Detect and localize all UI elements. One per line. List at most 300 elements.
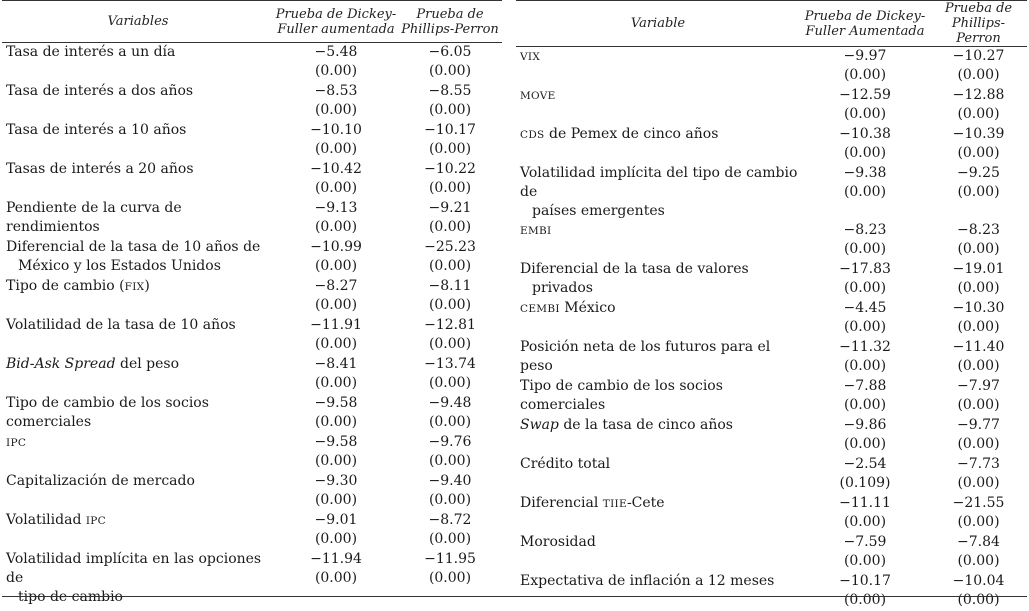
- left-variable-text: Volatilidad de la tasa de 10 años: [6, 316, 236, 333]
- left-adf-cell: [274, 550, 398, 607]
- left-unit-root-table: [2, 0, 502, 607]
- right-adf-cell: [800, 299, 930, 338]
- left-variable-text: Tipo de cambio de los socios comerciales: [6, 394, 209, 430]
- left-variable-text: Tipo de cambio (: [6, 277, 125, 294]
- left-adf-statistic: −8.41: [314, 355, 358, 372]
- left-pp-pvalue: (0.00): [428, 491, 472, 508]
- right-pp-statistic: −11.40: [952, 338, 1005, 355]
- left-table-row: [2, 277, 502, 316]
- right-pp-cell: [930, 299, 1027, 338]
- right-variable-label: [520, 377, 800, 415]
- right-table-row: [516, 221, 1027, 260]
- right-adf-statistic: −12.59: [839, 86, 891, 103]
- left-variable-cell: [2, 43, 274, 82]
- right-pp-statistic: −10.27: [952, 48, 1005, 64]
- right-adf-pvalue: (0.00): [843, 67, 887, 83]
- right-variable-text: Expectativa de inflación a 12 meses: [520, 572, 775, 589]
- left-header-pp-line1: Prueba de: [416, 6, 484, 22]
- right-pp-pvalue: (0.00): [957, 279, 1000, 296]
- right-adf-cell: [800, 377, 930, 416]
- right-pp-cell: [930, 164, 1027, 221]
- left-pp-statistic: −12.81: [424, 316, 476, 333]
- right-pp-statistic: −7.73: [957, 455, 1000, 472]
- right-table-row: [516, 494, 1027, 533]
- left-adf-statistic: −5.48: [314, 44, 358, 60]
- left-table-row: [2, 121, 502, 160]
- left-adf-statistic: −10.99: [310, 238, 362, 255]
- left-variable-text: Volatilidad: [6, 511, 86, 528]
- left-variable-label: [6, 277, 274, 297]
- right-pp-pvalue: (0.00): [957, 435, 1000, 452]
- right-header-variables: Variable: [630, 16, 686, 31]
- left-adf-cell: [274, 277, 398, 316]
- right-pp-statistic: −12.88: [952, 86, 1005, 103]
- right-adf-pvalue: (0.00): [843, 552, 887, 569]
- right-variable-label: [520, 260, 800, 279]
- right-variable-text: Posición neta de los futuros para el peso: [520, 338, 771, 374]
- left-pp-statistic: −9.76: [428, 433, 472, 450]
- left-adf-statistic: −9.58: [314, 394, 358, 411]
- right-variable-italic: Swap: [520, 416, 559, 433]
- right-variable-cell: [516, 533, 800, 572]
- right-variable-cell: [516, 125, 800, 164]
- left-pp-statistic: −8.72: [428, 511, 472, 528]
- left-adf-pvalue: (0.00): [314, 374, 358, 391]
- right-pp-cell: [930, 416, 1027, 455]
- right-variable-text: de la tasa de cinco años: [558, 416, 733, 433]
- right-table-body: [516, 47, 1027, 611]
- left-table-row: [2, 43, 502, 82]
- left-variable-text: Pendiente de la curva de rendimientos: [6, 199, 182, 235]
- right-variable-cell: [516, 377, 800, 416]
- left-pp-cell: [398, 238, 502, 277]
- left-adf-cell: [274, 43, 398, 82]
- right-variable-label: [520, 47, 800, 67]
- right-variable-cell: [516, 86, 800, 125]
- right-adf-statistic: −7.88: [843, 377, 887, 394]
- left-adf-statistic: −9.30: [314, 472, 358, 489]
- right-adf-cell: [800, 572, 930, 611]
- right-variable-label: [520, 221, 800, 241]
- right-variable-cell: [516, 338, 800, 377]
- right-pp-statistic: −9.25: [957, 164, 1000, 181]
- left-pp-pvalue: (0.00): [428, 569, 472, 586]
- right-variable-label: [520, 416, 800, 435]
- left-variable-label: [6, 433, 274, 453]
- right-adf-pvalue: (0.00): [843, 396, 887, 413]
- left-variable-text-after: ): [144, 277, 150, 294]
- left-variable-text: Capitalización de mercado: [6, 472, 195, 489]
- right-variable-cell: [516, 221, 800, 260]
- right-variable-smallcaps: CEMBI: [520, 302, 560, 315]
- left-pp-cell: [398, 355, 502, 394]
- left-adf-cell: [274, 160, 398, 199]
- right-variable-smallcaps: CDS: [520, 128, 545, 141]
- left-table-row: [2, 199, 502, 238]
- right-table-row: [516, 86, 1027, 125]
- right-pp-statistic: −8.23: [957, 221, 1000, 238]
- left-pp-statistic: −9.21: [428, 199, 472, 216]
- right-adf-statistic: −9.86: [843, 416, 887, 433]
- left-variable-label: [6, 511, 274, 531]
- right-pp-cell: [930, 338, 1027, 377]
- left-pp-cell: [398, 394, 502, 433]
- right-variable-cell: [516, 47, 800, 86]
- left-variable-label: [6, 160, 274, 179]
- left-table-row: [2, 433, 502, 472]
- bottom-rule: [2, 596, 1027, 597]
- left-variable-text: Tasas de interés a 20 años: [6, 160, 194, 177]
- right-adf-statistic: −8.23: [843, 221, 887, 238]
- left-variable-label-cont: México y los Estados Unidos: [18, 257, 221, 274]
- left-pp-cell: [398, 433, 502, 472]
- left-pp-pvalue: (0.00): [428, 296, 472, 313]
- right-adf-pvalue: (0.00): [843, 435, 887, 452]
- right-variable-label: [520, 338, 800, 376]
- left-adf-cell: [274, 511, 398, 550]
- right-table-row: [516, 299, 1027, 338]
- left-adf-pvalue: (0.00): [314, 296, 358, 313]
- right-variable-text: Morosidad: [520, 533, 596, 550]
- right-variable-cell: [516, 494, 800, 533]
- right-variable-label: [520, 164, 800, 202]
- right-adf-statistic: −9.97: [843, 48, 887, 64]
- right-variable-text: Diferencial: [520, 494, 603, 511]
- left-variable-label: [6, 82, 274, 101]
- right-variable-label: [520, 125, 800, 145]
- right-table-row: [516, 377, 1027, 416]
- right-table-row: [516, 572, 1027, 611]
- left-pp-pvalue: (0.00): [428, 374, 472, 391]
- left-adf-statistic: −10.10: [310, 121, 362, 138]
- right-adf-pvalue: (0.00): [843, 144, 887, 161]
- right-header-adf: [800, 1, 930, 47]
- right-variable-smallcaps: VIX: [520, 51, 541, 63]
- left-variable-text: Tasa de interés a dos años: [6, 82, 194, 99]
- left-variable-cell: [2, 160, 274, 199]
- right-pp-statistic: −10.39: [952, 125, 1005, 142]
- right-variable-cell: [516, 455, 800, 494]
- left-adf-statistic: −8.27: [314, 277, 358, 294]
- left-pp-cell: [398, 121, 502, 160]
- left-adf-pvalue: (0.00): [314, 179, 358, 196]
- right-pp-statistic: −7.97: [957, 377, 1000, 394]
- right-variable-label-cont: países emergentes: [532, 202, 665, 219]
- right-variable-label: [520, 86, 800, 106]
- right-table-row: [516, 455, 1027, 494]
- left-adf-cell: [274, 238, 398, 277]
- right-pp-pvalue: (0.00): [957, 474, 1000, 491]
- left-variable-italic: Bid-Ask Spread: [6, 355, 116, 372]
- right-pp-cell: [930, 377, 1027, 416]
- left-variable-text: del peso: [115, 355, 180, 372]
- left-table-row: [2, 238, 502, 277]
- right-table-row: [516, 416, 1027, 455]
- right-variable-cell: [516, 416, 800, 455]
- left-adf-pvalue: (0.00): [314, 63, 358, 79]
- left-variable-cell: [2, 550, 274, 607]
- right-header-pp: [930, 1, 1027, 47]
- right-adf-pvalue: (0.00): [843, 279, 887, 296]
- left-header-adf-line2: Fuller aumentada: [277, 21, 395, 37]
- right-pp-cell: [930, 260, 1027, 299]
- right-adf-cell: [800, 86, 930, 125]
- left-table-container: [2, 0, 502, 607]
- left-pp-cell: [398, 277, 502, 316]
- right-pp-pvalue: (0.00): [957, 396, 1000, 413]
- left-variable-label: [6, 394, 274, 432]
- left-variable-cell: [2, 277, 274, 316]
- right-variable-text: Volatilidad implícita del tipo de cambio de: [520, 164, 798, 200]
- right-table-header: [516, 1, 1027, 47]
- right-variable-text: México: [559, 299, 616, 316]
- left-header-pp-line2: Phillips-Perron: [401, 21, 499, 37]
- right-pp-cell: [930, 221, 1027, 260]
- left-table-row: [2, 472, 502, 511]
- right-variable-text: Crédito total: [520, 455, 611, 472]
- left-table-row: [2, 160, 502, 199]
- right-pp-statistic: −21.55: [952, 494, 1005, 511]
- left-pp-statistic: −10.17: [424, 121, 476, 138]
- left-variable-cell: [2, 511, 274, 550]
- left-variable-label: [6, 43, 274, 62]
- left-adf-cell: [274, 82, 398, 121]
- left-variable-label: [6, 121, 274, 140]
- right-pp-cell: [930, 533, 1027, 572]
- left-adf-pvalue: (0.00): [314, 218, 358, 235]
- left-adf-pvalue: (0.00): [314, 257, 358, 274]
- left-table-body: [2, 43, 502, 607]
- left-pp-pvalue: (0.00): [428, 413, 472, 430]
- right-adf-pvalue: (0.00): [843, 240, 887, 257]
- right-header-adf-line1: Prueba de Dickey-: [804, 8, 926, 24]
- left-table-row: [2, 82, 502, 121]
- right-header-pp-line2: Phillips-Perron: [951, 16, 1006, 46]
- left-pp-cell: [398, 511, 502, 550]
- right-adf-pvalue: (0.00): [843, 318, 887, 335]
- right-table-row: [516, 260, 1027, 299]
- left-variable-text: Volatilidad implícita en las opciones de: [6, 550, 262, 586]
- left-variable-label: [6, 355, 274, 374]
- right-adf-pvalue: (0.00): [843, 357, 887, 374]
- left-variable-cell: [2, 472, 274, 511]
- right-adf-cell: [800, 455, 930, 494]
- left-pp-pvalue: (0.00): [428, 257, 472, 274]
- left-pp-cell: [398, 472, 502, 511]
- left-pp-statistic: −8.55: [428, 82, 472, 99]
- right-adf-statistic: −10.38: [839, 125, 891, 142]
- left-variable-label: [6, 316, 274, 335]
- left-pp-pvalue: (0.00): [428, 140, 472, 157]
- right-pp-pvalue: (0.00): [957, 144, 1000, 161]
- right-table-row: [516, 338, 1027, 377]
- right-variable-smallcaps: MOVE: [520, 89, 556, 102]
- right-adf-cell: [800, 338, 930, 377]
- right-adf-pvalue: (0.00): [843, 513, 887, 530]
- right-pp-pvalue: (0.00): [957, 105, 1000, 122]
- left-header-adf: [274, 1, 398, 43]
- left-table-row: [2, 355, 502, 394]
- right-header-pp-line1: Prueba de: [944, 1, 1013, 16]
- left-variable-cell: [2, 394, 274, 433]
- right-adf-statistic: −11.11: [839, 494, 891, 511]
- right-variable-smallcaps: EMBI: [520, 224, 552, 237]
- right-pp-pvalue: (0.00): [957, 357, 1000, 374]
- left-pp-statistic: −9.48: [428, 394, 472, 411]
- left-pp-cell: [398, 160, 502, 199]
- left-header-adf-line1: Prueba de Dickey-: [275, 6, 397, 22]
- left-adf-cell: [274, 355, 398, 394]
- left-adf-statistic: −9.58: [314, 433, 358, 450]
- left-adf-pvalue: (0.00): [314, 413, 358, 430]
- right-adf-statistic: −17.83: [839, 260, 891, 277]
- right-adf-statistic: −2.54: [843, 455, 887, 472]
- right-pp-pvalue: (0.00): [957, 240, 1000, 257]
- right-pp-cell: [930, 47, 1027, 86]
- left-adf-statistic: −11.91: [310, 316, 362, 333]
- left-adf-pvalue: (0.00): [314, 569, 358, 586]
- left-adf-statistic: −11.94: [310, 550, 362, 567]
- right-variable-smallcaps: TIIE: [602, 497, 627, 510]
- right-adf-pvalue: (0.109): [839, 474, 891, 491]
- right-adf-cell: [800, 260, 930, 299]
- left-variable-cell: [2, 433, 274, 472]
- left-adf-cell: [274, 121, 398, 160]
- left-pp-statistic: −25.23: [424, 238, 476, 255]
- left-pp-pvalue: (0.00): [428, 63, 472, 79]
- right-variable-cell: [516, 260, 800, 299]
- left-adf-pvalue: (0.00): [314, 140, 358, 157]
- left-variable-cell: [2, 82, 274, 121]
- left-pp-cell: [398, 316, 502, 355]
- left-variable-text: Diferencial de la tasa de 10 años de: [6, 238, 261, 255]
- left-adf-statistic: −10.42: [310, 160, 362, 177]
- left-variable-text: Tasa de interés a un día: [6, 44, 176, 60]
- right-variable-label-cont: privados: [532, 279, 593, 296]
- left-adf-cell: [274, 316, 398, 355]
- left-adf-pvalue: (0.00): [314, 491, 358, 508]
- right-adf-pvalue: (0.00): [843, 591, 887, 608]
- left-pp-cell: [398, 550, 502, 607]
- right-variable-text: de Pemex de cinco años: [544, 125, 719, 142]
- right-adf-cell: [800, 416, 930, 455]
- right-adf-statistic: −9.38: [843, 164, 887, 181]
- right-variable-cell: [516, 299, 800, 338]
- left-variable-cell: [2, 316, 274, 355]
- right-adf-cell: [800, 221, 930, 260]
- left-variable-text: Tasa de interés a 10 años: [6, 121, 187, 138]
- left-header-variables: Variables: [107, 14, 169, 29]
- left-table-header: [2, 1, 502, 43]
- left-pp-pvalue: (0.00): [428, 452, 472, 469]
- right-adf-cell: [800, 533, 930, 572]
- left-pp-pvalue: (0.00): [428, 101, 472, 118]
- right-pp-statistic: −10.04: [952, 572, 1005, 589]
- left-table-row: [2, 394, 502, 433]
- right-variable-label: [520, 494, 800, 514]
- left-adf-pvalue: (0.00): [314, 452, 358, 469]
- left-pp-pvalue: (0.00): [428, 530, 472, 547]
- right-pp-pvalue: (0.00): [957, 67, 1000, 83]
- left-variable-cell: [2, 355, 274, 394]
- right-pp-cell: [930, 572, 1027, 611]
- right-adf-cell: [800, 47, 930, 86]
- right-table-container: [516, 0, 1027, 611]
- left-table-row: [2, 511, 502, 550]
- left-pp-cell: [398, 199, 502, 238]
- right-variable-text: Tipo de cambio de los socios comerciales: [520, 377, 723, 413]
- right-pp-pvalue: (0.00): [957, 318, 1000, 335]
- left-pp-statistic: −10.22: [424, 160, 476, 177]
- left-adf-pvalue: (0.00): [314, 335, 358, 352]
- right-unit-root-table: [516, 0, 1027, 611]
- left-variable-label: [6, 199, 274, 237]
- right-variable-text-after: -Cete: [626, 494, 665, 511]
- right-pp-pvalue: (0.00): [957, 183, 1000, 200]
- right-adf-statistic: −10.17: [839, 572, 891, 589]
- left-pp-statistic: −13.74: [424, 355, 476, 372]
- left-variable-label-cont: tipo de cambio: [18, 588, 123, 605]
- left-variable-cell: [2, 199, 274, 238]
- right-pp-statistic: −7.84: [957, 533, 1000, 550]
- right-pp-statistic: −9.77: [957, 416, 1000, 433]
- left-adf-cell: [274, 433, 398, 472]
- right-adf-pvalue: (0.00): [843, 183, 887, 200]
- right-pp-cell: [930, 455, 1027, 494]
- right-pp-cell: [930, 125, 1027, 164]
- right-adf-pvalue: (0.00): [843, 105, 887, 122]
- left-variable-smallcaps: IPC: [6, 436, 27, 449]
- left-adf-statistic: −8.53: [314, 82, 358, 99]
- left-adf-cell: [274, 199, 398, 238]
- left-variable-smallcaps: IPC: [85, 514, 107, 527]
- right-adf-statistic: −4.45: [843, 299, 887, 316]
- left-adf-pvalue: (0.00): [314, 101, 358, 118]
- right-table-row: [516, 533, 1027, 572]
- left-pp-statistic: −9.40: [428, 472, 472, 489]
- right-variable-label: [520, 299, 800, 319]
- right-adf-statistic: −11.32: [839, 338, 891, 355]
- right-pp-statistic: −10.30: [952, 299, 1005, 316]
- left-header-pp: [398, 1, 502, 43]
- left-pp-pvalue: (0.00): [428, 218, 472, 235]
- left-pp-cell: [398, 43, 502, 82]
- left-adf-statistic: −9.01: [314, 511, 358, 528]
- left-adf-cell: [274, 394, 398, 433]
- right-adf-cell: [800, 125, 930, 164]
- right-variable-label: [520, 455, 800, 474]
- right-pp-cell: [930, 86, 1027, 125]
- left-adf-cell: [274, 472, 398, 511]
- left-pp-pvalue: (0.00): [428, 335, 472, 352]
- left-variable-label: [6, 472, 274, 491]
- right-table-row: [516, 125, 1027, 164]
- left-variable-cell: [2, 238, 274, 277]
- left-variable-label: [6, 238, 274, 257]
- right-pp-pvalue: (0.00): [957, 513, 1000, 530]
- left-adf-pvalue: (0.00): [314, 530, 358, 547]
- left-pp-statistic: −6.05: [428, 44, 472, 60]
- right-variable-cell: [516, 164, 800, 221]
- right-table-row: [516, 164, 1027, 221]
- right-variable-cell: [516, 572, 800, 611]
- right-pp-pvalue: (0.00): [957, 591, 1000, 608]
- right-table-row: [516, 47, 1027, 86]
- right-variable-label: [520, 572, 800, 591]
- right-variable-label: [520, 533, 800, 552]
- left-variable-smallcaps: FIX: [124, 280, 145, 293]
- left-pp-statistic: −11.95: [424, 550, 476, 567]
